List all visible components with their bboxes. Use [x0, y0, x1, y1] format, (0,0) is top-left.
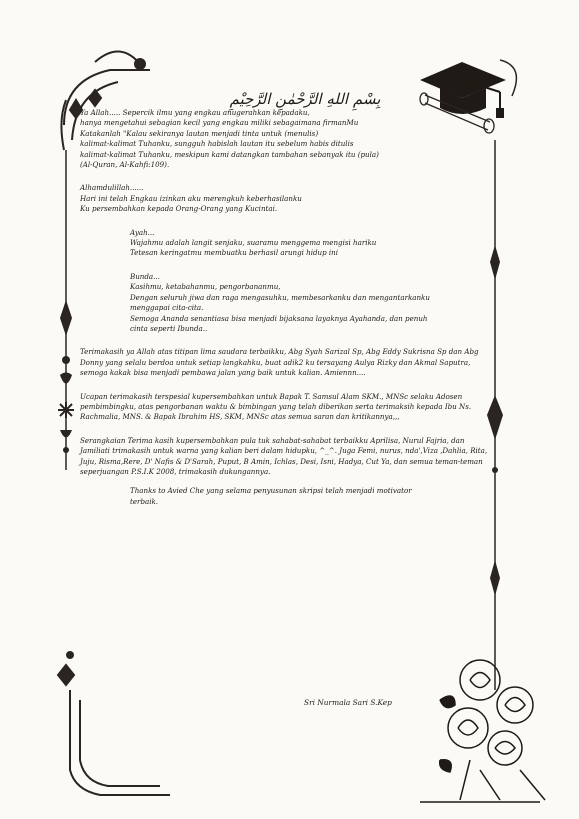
- thanks-avied-line: Thanks to Avied Che yang selama penyusunan skripsi telah menjadi motivator: [130, 486, 412, 496]
- intro-block: [80, 108, 490, 170]
- bottom-left-corner-ornament: [58, 652, 170, 795]
- intro-line: kalimat-kalimat Tuhanku, sungguh habislah lautan itu sebelum habis ditulis: [80, 139, 354, 149]
- rose-bouquet-icon: [420, 660, 545, 802]
- ayah-block: [80, 228, 490, 259]
- alhamdulillah-line: Alhamdulillah......: [80, 183, 144, 193]
- intro-line: hanya mengetahui sebagian kecil yang engkau miliki sebagaimana firmanMu: [80, 118, 359, 128]
- ayah-line: Wajahmu adalah langit senjaku, suaramu menggema mengisi hariku: [130, 238, 377, 248]
- thanks-avied-line: terbaik.: [130, 496, 159, 506]
- thanks-supervisor-paragraph: Ucapan terimakasih terspesial kupersembahkan untuk Bapak T. Samsul Alam SKM., MNSc selaku Adosen pembimbingku, atas pengorbanan waktu & bimbingan yang telah diberikan serta terimaksih kepada Ibu Ns. Rachmalia, MNS. & Bapak Ibrahim HS, SKM, MNSc atas semua saran dan kritikannya,,,: [80, 391, 472, 422]
- ayah-line: Tetesan keringatmu membuatku berhasil arungi hidup ini: [130, 248, 339, 258]
- intro-line: Ya Allah..... Sepercik ilmu yang engkau anugerahkan kepadaku,: [80, 108, 310, 117]
- bunda-block: [80, 272, 490, 334]
- bismillah-calligraphy: بِسْمِ اللهِ الرَّحْمٰنِ الرَّحِيْمِ: [229, 90, 381, 108]
- signature: Sri Nurmala Sari S.Kep: [304, 698, 392, 707]
- alhamdulillah-line: Ku persembahkan kepada Orang-Orang yang Kucintai.: [80, 204, 278, 214]
- intro-line: Katakanlah "Kalau sekiranya lautan menjadi tinta untuk (menulis): [80, 128, 319, 138]
- bunda-line: Bunda...: [130, 271, 160, 281]
- bunda-line: Semoga Ananda senantiasa bisa menjadi bijaksana layaknya Ayahanda, dan penuh: [130, 313, 428, 323]
- bunda-line: cinta seperti Ibunda..: [130, 323, 208, 333]
- intro-line: kalimat-kalimat Tuhanku, meskipun kami datangkan tambahan sebanyak itu (pula): [80, 149, 379, 159]
- alhamdulillah-block: [80, 183, 490, 214]
- bunda-line: Kasihmu, ketabahanmu, pengorbananmu,: [130, 282, 281, 292]
- dedication-text: [80, 108, 490, 507]
- ayah-line: Ayah...: [130, 227, 155, 237]
- thanks-avied-block: [80, 486, 490, 507]
- left-vertical-ornament: [58, 150, 74, 470]
- thanks-friends-paragraph: Serangkaian Terima kasih kupersembahkan pula tuk sahabat-sahabat terbaikku Aprilisa, Nurul Fajria, dan Jamiliati trimakasih untuk warna yang kalian beri dalam hidupku, ^_^. Juga Femi, nurus, nda',Viza ,Dahlia, Rita, Juju, Risma,Rere, D' Nafis & D'Sarah, Puput, B Amin, Ichlas, Desi, Isni, Hadya, Cut Ya, dan semua teman-teman seperjuangan P.S.I.K 2008, trimakasih dukungannya.: [80, 435, 488, 476]
- bunda-line: menggapai cita-cita.: [130, 303, 204, 313]
- alhamdulillah-line: Hari ini telah Engkau izinkan aku merengkuh keberhasilanku: [80, 193, 302, 203]
- intro-line: (Al-Quran, Al-Kahfi:109).: [80, 160, 170, 170]
- thanks-family-paragraph: Terimakasih ya Allah atas titipan lima saudara terbaikku, Abg Syah Sarizal Sp, Abg Eddy Sukrisna Sp dan Abg Donny yang selalu berdoa untuk setiap langkahku, buat adik2 ku tersayang Aulya Rizky dan Akmal Saputra, semoga kakak bisa menjadi pembawa jalan yang baik untuk kalian. Amiennn....: [80, 347, 479, 378]
- bunda-line: Dengan seluruh jiwa dan raga mengasuhku, membesarkanku dan mengantarkanku: [130, 292, 430, 302]
